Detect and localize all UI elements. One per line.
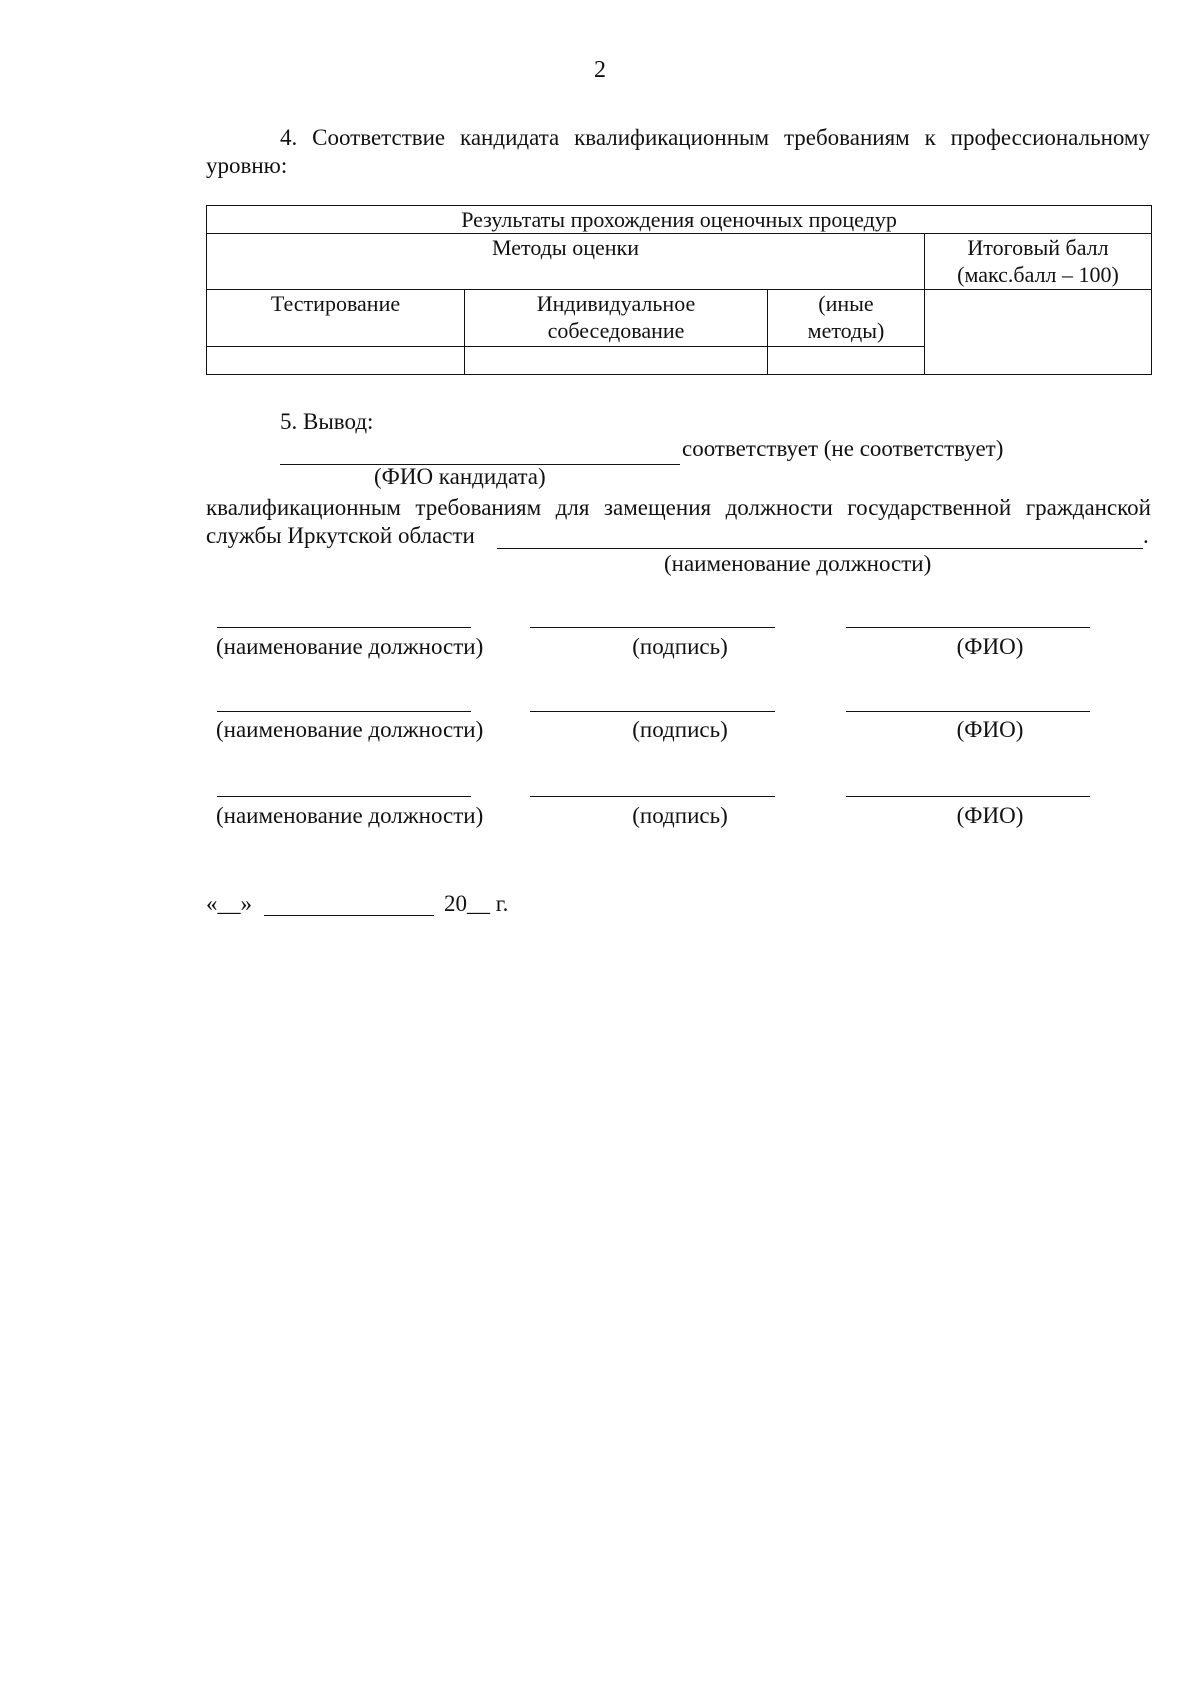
signer-2-signature-caption: (подпись) xyxy=(632,717,728,742)
signer-2-signature-line[interactable] xyxy=(530,689,775,712)
testing-value-cell[interactable] xyxy=(207,347,465,375)
signer-3-position-line[interactable] xyxy=(217,774,471,797)
interview-value-cell[interactable] xyxy=(465,347,768,375)
total-score-label: Итоговый балл (макс.балл – 100) xyxy=(957,235,1119,287)
signer-2-position-line[interactable] xyxy=(217,689,471,712)
column-other-methods-label: (иные методы) xyxy=(807,291,885,343)
service-text: службы Иркутской области xyxy=(206,523,475,548)
section-4-text: 4. Соответствие кандидата квалификационным требованиям к профессиональному уровню: xyxy=(206,125,1150,178)
signer-2-position-caption: (наименование должности) xyxy=(216,717,484,742)
signer-1-name-line[interactable] xyxy=(846,605,1090,628)
signer-3-signature-line[interactable] xyxy=(530,774,775,797)
signer-2-name-caption: (ФИО) xyxy=(956,717,1024,742)
signer-1-position-line[interactable] xyxy=(217,605,471,628)
period: . xyxy=(1143,523,1149,548)
requirements-text: квалификационным требованиям для замещения должности государственной гражданской xyxy=(206,495,1151,520)
position-caption: (наименование должности) xyxy=(664,551,932,576)
signer-1-position-caption: (наименование должности) xyxy=(216,634,484,659)
position-name-line[interactable] xyxy=(497,526,1143,549)
candidate-caption: (ФИО кандидата) xyxy=(374,464,546,489)
complies-text: соответствует (не соответствует) xyxy=(682,436,1004,461)
date-day: «__» xyxy=(206,891,252,916)
signer-3-name-caption: (ФИО) xyxy=(956,803,1024,828)
total-score-header xyxy=(925,234,1152,290)
date-year: 20__ г. xyxy=(444,891,509,916)
table-title: Результаты прохождения оценочных процедур xyxy=(207,206,1152,234)
other-methods-value-cell[interactable] xyxy=(768,347,925,375)
page-number: 2 xyxy=(594,57,606,83)
signer-3-position-caption: (наименование должности) xyxy=(216,803,484,828)
column-interview-label: Индивидуальное собеседование xyxy=(536,291,696,343)
signer-2-name-line[interactable] xyxy=(846,689,1090,712)
date-month-line[interactable] xyxy=(264,893,434,916)
column-other-methods xyxy=(768,290,925,347)
signer-3-signature-caption: (подпись) xyxy=(632,803,728,828)
column-interview xyxy=(465,290,768,347)
signer-1-signature-line[interactable] xyxy=(530,605,775,628)
candidate-name-line[interactable] xyxy=(280,440,680,465)
methods-header: Методы оценки xyxy=(207,234,925,290)
total-score-cell[interactable] xyxy=(925,290,1152,375)
column-testing: Тестирование xyxy=(207,290,465,347)
signer-1-name-caption: (ФИО) xyxy=(956,634,1024,659)
results-table xyxy=(206,205,1152,375)
signer-1-signature-caption: (подпись) xyxy=(632,634,728,659)
section-5-title: 5. Вывод: xyxy=(280,409,374,434)
signer-3-name-line[interactable] xyxy=(846,774,1090,797)
